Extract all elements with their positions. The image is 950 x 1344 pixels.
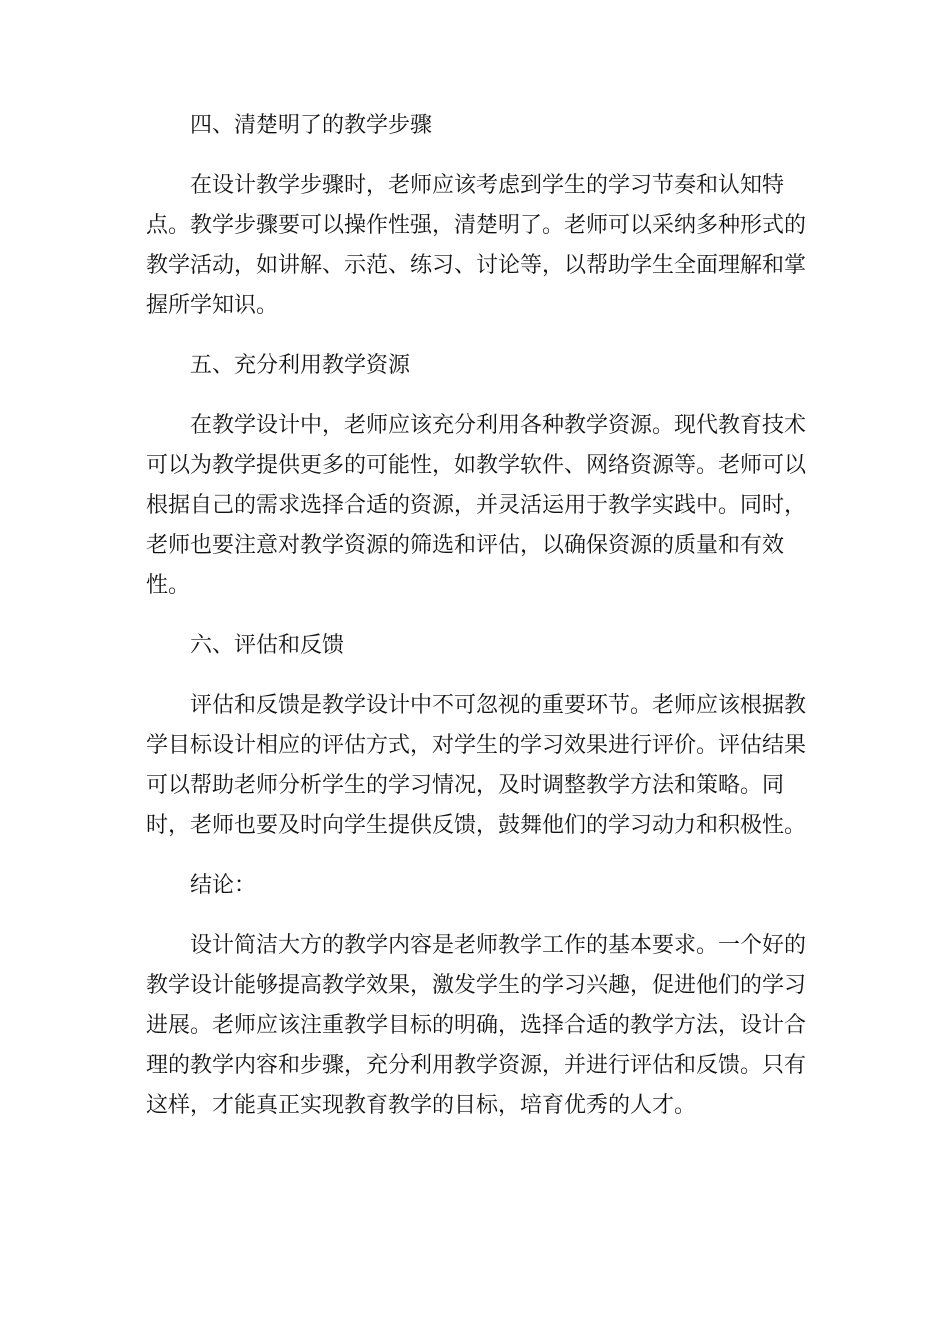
section-heading: 六、评估和反馈 bbox=[190, 633, 345, 658]
section-heading: 四、清楚明了的教学步骤 bbox=[190, 113, 433, 138]
conclusion-heading: 结论： bbox=[190, 873, 257, 898]
section-paragraph: 评估和反馈是教学设计中不可忽视的重要环节。老师应该根据教学目标设计相应的评估方式，对学生的学习效果进行评价。评估结果可以帮助老师分析学生的学习情况，及时调整教学方法和策略。同时，老师也要及时向学生提供反馈，鼓舞他们的学习动力和积极性。 bbox=[146, 693, 807, 838]
section-paragraph: 在教学设计中，老师应该充分利用各种教学资源。现代教育技术可以为教学提供更多的可能性，如教学软件、网络资源等。老师可以根据自己的需求选择合适的资源，并灵活运用于教学实践中。同时，老师也要注意对教学资源的筛选和评估，以确保资源的质量和有效性。 bbox=[146, 413, 807, 598]
conclusion-paragraph: 设计简洁大方的教学内容是老师教学工作的基本要求。一个好的教学设计能够提高教学效果，激发学生的学习兴趣，促进他们的学习进展。老师应该注重教学目标的明确，选择合适的教学方法，设计合理的教学内容和步骤，充分利用教学资源，并进行评估和反馈。只有这样，才能真正实现教育教学的目标，培育优秀的人才。 bbox=[146, 933, 807, 1118]
section-paragraph: 在设计教学步骤时，老师应该考虑到学生的学习节奏和认知特点。教学步骤要可以操作性强，清楚明了。老师可以采纳多种形式的教学活动，如讲解、示范、练习、讨论等，以帮助学生全面理解和掌握所学知识。 bbox=[146, 173, 807, 318]
document-body bbox=[146, 106, 806, 1146]
section-heading: 五、充分利用教学资源 bbox=[190, 353, 411, 378]
